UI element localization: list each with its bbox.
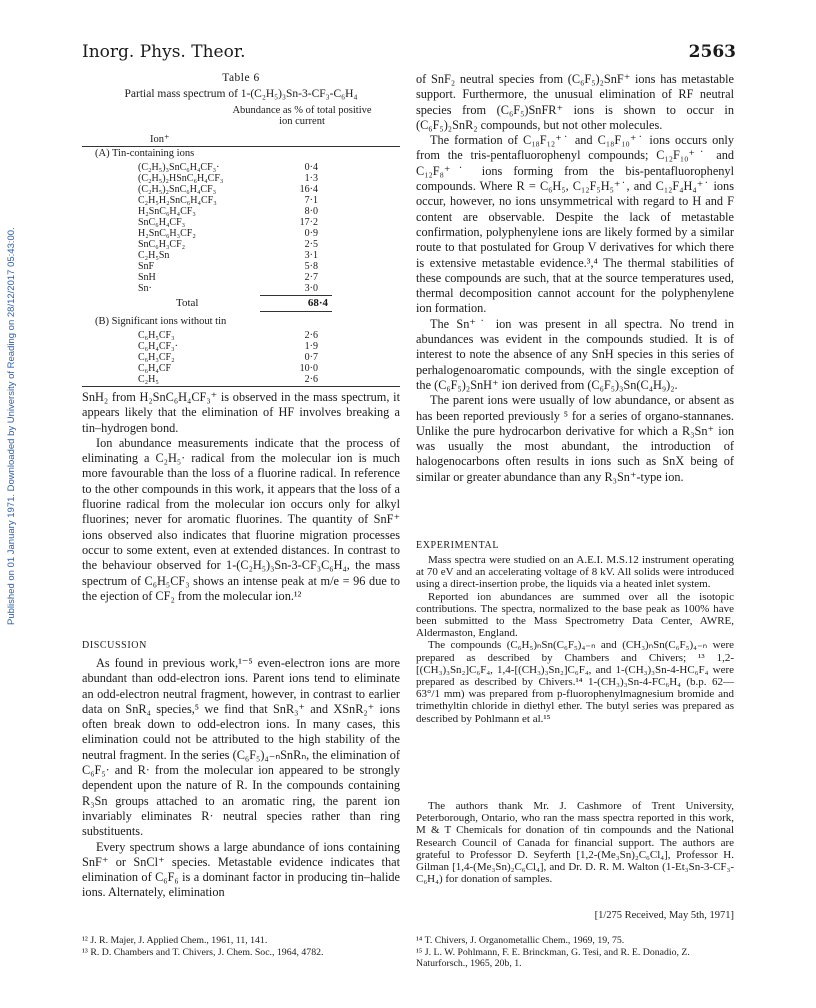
table-row: [138, 250, 338, 261]
table-cell-value: 3·0: [304, 283, 318, 294]
table-total-rule: [260, 295, 332, 296]
table-row: [138, 272, 338, 283]
table-cell-ion: C₂H₅: [138, 374, 159, 385]
table-cell-ion: H₂SnC₆H₄CF₃: [138, 206, 196, 217]
footnote: ¹⁴ T. Chivers, J. Organometallic Chem., 1969, 19, 75.: [416, 935, 625, 946]
table-row: [138, 239, 338, 250]
paragraph: The parent ions were usually of low abundance, or absent as has been reported previously ⁵ for a series of organo-stannanes. Unlike the pure hydrocarbon derivative for which a R₃Sn⁺ ion was usually the most abundant, the introduction of halogenocarbons often results in ions such as SnX being of similar or greater abundance than any R₃Sn⁺-type ion.: [416, 393, 734, 484]
table-cell-value: 2·6: [304, 374, 318, 385]
table-cell-ion: SnF: [138, 261, 155, 272]
table-caption: Partial mass spectrum of 1-(C₂H₅)₃Sn-3-CF₃-C₆H₄: [124, 88, 358, 100]
table-cell-ion: C₂H₅Sn: [138, 250, 170, 261]
left-footnotes: [82, 935, 400, 958]
table-row: [138, 374, 338, 385]
table-cell-value: 0·4: [304, 162, 318, 173]
experimental-heading: EXPERIMENTAL: [416, 540, 500, 551]
paragraph: SnH₂ from H₂SnC₆H₄CF₃⁺ is observed in the mass spectrum, it appears likely that the elimination of HF involves breaking a tin–hydrogen bond.: [82, 390, 400, 435]
table-cell-value: 10·0: [299, 363, 318, 374]
table-cell-ion: (C₂H₅)₂HSnC₆H₄CF₃: [138, 173, 224, 184]
table-cell-value: 8·0: [304, 206, 318, 217]
page-number: 2563: [688, 42, 736, 62]
table-row: [138, 363, 338, 374]
table-cell-value: 7·1: [304, 195, 318, 206]
table-header-ion: Ion⁺: [150, 134, 170, 145]
table-cell-ion: SnH: [138, 272, 156, 283]
table-group-a: (A) Tin-containing ions: [95, 148, 195, 159]
table-cell-ion: C₂H₅H₂SnC₆H₄CF₃: [138, 195, 217, 206]
table-row: [138, 195, 338, 206]
paragraph: Reported ion abundances are summed over all the isotopic contributions. The spectra, normalized to the base peak as 100% have been submitted to the Mass Spectrometry Data Center, AWRE, Aldermaston, England.: [416, 590, 734, 640]
table-row: [138, 184, 338, 195]
table-cell-value: 2·7: [304, 272, 318, 283]
paragraph: Every spectrum shows a large abundance of ions containing SnF⁺ or SnCl⁺ species. Metastable evidence indicates that elimination of C₆F₆ is a dominant factor in producing tin–halide ions. Alternately, elimination: [82, 839, 400, 900]
footnote: ¹³ R. D. Chambers and T. Chivers, J. Chem. Soc., 1964, 4782.: [82, 946, 324, 958]
experimental-text: [416, 554, 734, 725]
paragraph: Ion abundance measurements indicate that the process of eliminating a C₂H₅· radical from the molecular ion is much more favourable than the loss of a fluorine radical. In reference to the other compounds in this work, it appears that the loss of a fluorine radical from the molecular ion occurs only for alkyl fluorines; never for aromatic fluorines. The quantity of SnF⁺ ions observed also indicates that fluorine migration processes occur to some extent, even at extended distances. In contrast to the behaviour observed for 1-(C₂H₅)₃Sn-3-CF₃C₆H₄, the mass spectrum of C₆H₅CF₃ shows an intense peak at m/e = 96 due to the ejection of CF₂ from the molecular ion.¹²: [82, 435, 400, 603]
table-cell-value: 16·4: [299, 184, 318, 195]
right-footnotes: [416, 935, 734, 970]
table-cell-value: 1·9: [304, 341, 318, 352]
table-label: Table 6: [222, 72, 260, 84]
table-cell-ion: C₆H₄CF₃·: [138, 341, 178, 352]
table-header-abundance: Abundance as % of total positive ion current: [232, 105, 372, 127]
table-cell-value: 2·5: [304, 239, 318, 250]
table-cell-ion: C₆H₃CF₂: [138, 352, 175, 363]
table-cell-value: 3·1: [304, 250, 318, 261]
download-notice: [2, 205, 24, 625]
left-column-text: [82, 390, 400, 604]
discussion-text: [82, 656, 400, 901]
paragraph: The compounds (C₆H₅)ₙSn(C₆F₅)₄₋ₙ and (CH₃)ₙSn(C₆F₅)₄₋ₙ were prepared as described by Chambers and Chivers; ¹³ 1,2-[(CH₃)₃Sn₂]C₆F₄, 1,4-[(CH₃)₃Sn₂]C₆F₄, and 1-(CH₃)₃Sn-4-HC₆F₄ were prepared as described by Chivers.¹⁴ 1-(CH₃)₃Sn-4-FC₆H₄ (b.p. 62—63°/1 mm) was prepared from p-fluorophenylmagnesium bromide and trimethyltin chloride in diethyl ether. The butyl series was prepared as described by Pohlmann et al.¹⁵: [416, 639, 734, 725]
table-cell-value: 17·2: [299, 217, 318, 228]
download-notice-text: Published on 01 January 1971. Downloaded by University of Reading on 28/12/2017 05:43:00.: [6, 227, 17, 625]
table-row: [138, 341, 338, 352]
table-cell-value: 1·3: [304, 173, 318, 184]
paragraph: of SnF₂ neutral species from (C₆F₅)₂SnF⁺ ions has metastable support. Furthermore, the unusual elimination of RF neutral species from (C₆F₅)SnFR⁺ ions is shown to occur in (C₆F₅)₂SnR₂ compounds, but not other molecules.: [416, 72, 734, 132]
table-cell-ion: C₆H₄CF: [138, 363, 172, 374]
table-rule: [82, 146, 400, 147]
received-date: [1/275 Received, May 5th, 1971]: [594, 910, 734, 921]
table-row: [138, 217, 338, 228]
table-cell-ion: Sn·: [138, 283, 152, 294]
paragraph: Mass spectra were studied on an A.E.I. M.S.12 instrument operating at 70 eV and an accelerating voltage of 8 kV. All solids were introduced using a direct-insertion probe, the liquids via a heated inlet system.: [416, 554, 734, 591]
table-cell-ion: (C₂H₅)₂SnC₆H₄CF₃: [138, 184, 217, 195]
table-cell-value: 5·8: [304, 261, 318, 272]
paragraph: As found in previous work,¹⁻⁵ even-electron ions are more abundant than odd-electron ions. Parent ions tend to eliminate an odd-electron neutral fragment, however, in contrast to earlier data on SnR₄ species,⁵ we find that SnR₃⁺ and XSnR₂⁺ ions often break down to odd-electron ions. In many cases, this elimination could not be attributed to the high stability of the neutral fragment. In the series (C₆F₅)₄₋ₙSnRₙ, the elimination of C₆F₅· and R· from the molecular ion appeared to be strongly dependent upon the nature of R. In the compounds containing R₃Sn groups attached to an aromatic ring, the parent ion invariably eliminates R· neutral species rather than ring substituents.: [82, 656, 400, 839]
footnote: ¹² J. R. Majer, J. Applied Chem., 1961, 11, 141.: [82, 935, 268, 946]
paragraph: The Sn⁺˙ ion was present in all spectra. No trend in abundances was evident in the compounds studied. It is of interest to note the absence of any SnH species in this series of perhalogenoaromatic compounds, with the single exception of the (C₆F₅)₂SnH⁺ ion derived from (C₆F₅)₃Sn(C₄H₉)₂.: [416, 316, 734, 392]
table-cell-ion: SnC₆H₄CF₃: [138, 217, 186, 228]
table-cell-value: 0·7: [304, 352, 318, 363]
table-total-label: Total: [176, 297, 199, 309]
table-row: [138, 283, 338, 294]
table-total-rule-bottom: [260, 311, 332, 312]
table-total-value: 68·4: [307, 297, 328, 309]
right-column-text: [416, 72, 734, 485]
table-row: [138, 228, 338, 239]
paragraph: The formation of C₁₈F₁₂⁺˙ and C₁₈F₁₀⁺˙ ions occurs only from the tris-pentafluorophenyl compounds; C₁₂F₁₀⁺˙ and C₁₂F₈⁺˙ ions forming from the bis-pentafluorophenyl compounds. Where R = C₆H₅, C₁₂F₅H₅⁺˙, and C₁₂F₄H₄⁺˙ ions occur, however, no ions unsymmetrical with regard to H and F content are observable. Despite the lack of metastable confirmation, polyphenylene ions are likely formed by a similar route to that postulated for Group V derivatives for which there is extensive metastable evidence.³,⁴ The thermal stabilities of these compounds are such, that at the source temperatures used, thermal decomposition cannot account for the polyphenylene ion formation.: [416, 133, 734, 316]
table-rule-bottom: [82, 386, 400, 387]
table-row: [138, 206, 338, 217]
table-row: [138, 352, 338, 363]
table-cell-ion: SnC₆H₃CF₂: [138, 239, 186, 250]
journal-title: Inorg. Phys. Theor.: [82, 42, 246, 62]
footnote: ¹⁵ J. L. W. Pohlmann, F. E. Brinckman, G. Tesi, and R. E. Donadio, Z. Naturforsch., 1965, 20b, 1.: [416, 946, 690, 969]
table-row: [138, 261, 338, 272]
table-cell-ion: C₆H₅CF₃: [138, 330, 175, 341]
table-row: [138, 330, 338, 341]
table-cell-ion: H₂SnC₆H₃CF₂: [138, 228, 196, 239]
table-group-b: (B) Significant ions without tin: [95, 316, 227, 327]
table-row: [138, 162, 338, 173]
table-cell-ion: (C₂H₅)₃SnC₆H₄CF₃·: [138, 162, 220, 173]
acknowledgement: [416, 800, 734, 885]
discussion-heading: DISCUSSION: [82, 640, 147, 651]
table-cell-value: 2·6: [304, 330, 318, 341]
paragraph: The authors thank Mr. J. Cashmore of Trent University, Peterborough, Ontario, who ran the mass spectra reported in this work, M & T Chemicals for donation of tin compounds and the National Research Council of Canada for financial support. The authors are grateful to Professor D. Seyferth [1,2-(Me₃Sn)₂C₆Cl₄], Professor H. Gilman [1,4-(Me₃Sn)₂C₆Cl₄], and Dr. D. R. M. Walton (1-Et₃Sn-3-CF₃-C₆H₄) for donation of samples.: [416, 800, 734, 886]
table-row: [138, 173, 338, 184]
table-cell-value: 0·9: [304, 228, 318, 239]
